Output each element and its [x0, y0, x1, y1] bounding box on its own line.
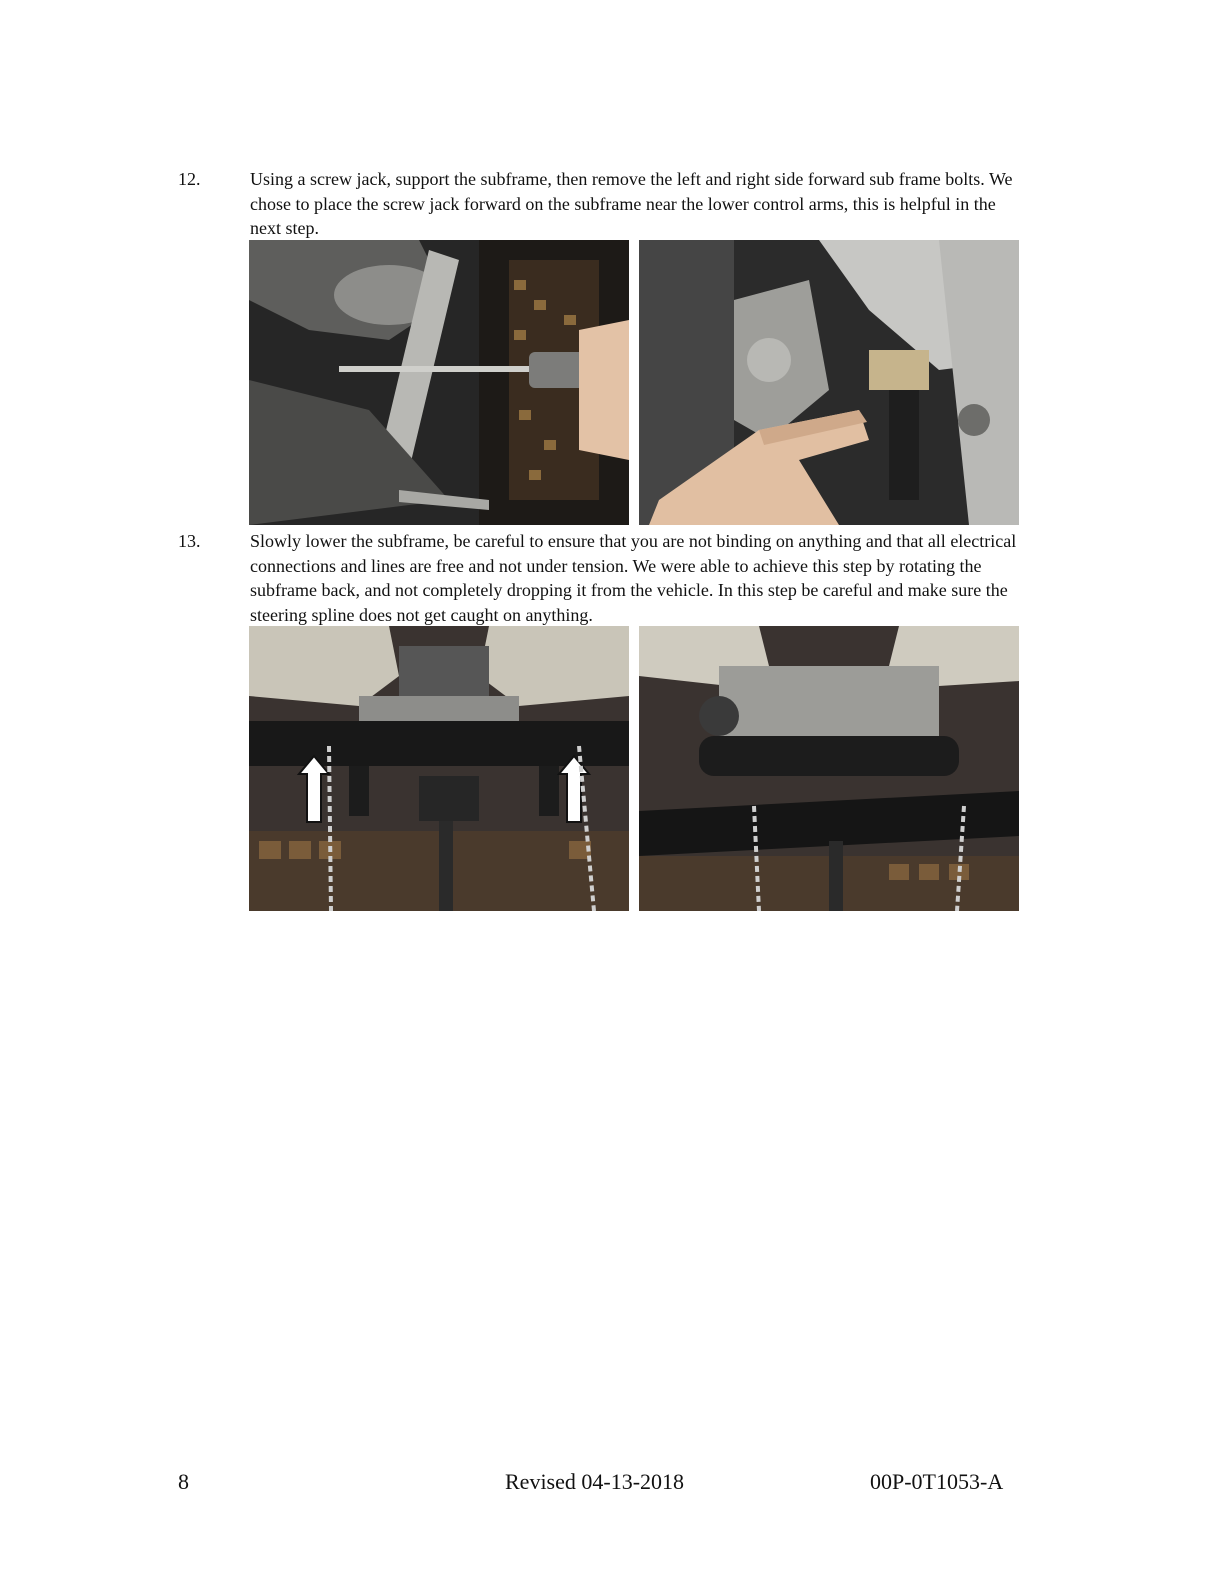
revision-date: Revised 04-13-2018 — [505, 1469, 685, 1494]
document-id: 00P-0T1053-A — [870, 1469, 1004, 1494]
step-instruction: Slowly lower the subframe, be careful to ensure that you are not binding on anything and that all electrical connections and lines are free and not under tension. We were able to achieve this step by rotating the subframe back, and not completely dropping it from the vehicle. In this step be careful and make sure the steering spline does not get caught on anything. — [250, 531, 1017, 625]
step-number: 13. — [178, 531, 201, 551]
impact-wrench-on-subframe-bolt-photo — [249, 240, 629, 525]
page-number: 8 — [178, 1469, 189, 1494]
finger-pointing-at-subframe-mount-photo — [639, 240, 1019, 525]
subframe-lowered-with-arrows-photo — [249, 626, 629, 911]
step-instruction: Using a screw jack, support the subframe, then remove the left and right side forward sub frame bolts. We chose to place the screw jack forward on the subframe near the lower control arms, this is helpful in the next step. — [250, 169, 1013, 238]
step-number: 12. — [178, 169, 201, 189]
subframe-rotated-back-photo — [639, 626, 1019, 911]
